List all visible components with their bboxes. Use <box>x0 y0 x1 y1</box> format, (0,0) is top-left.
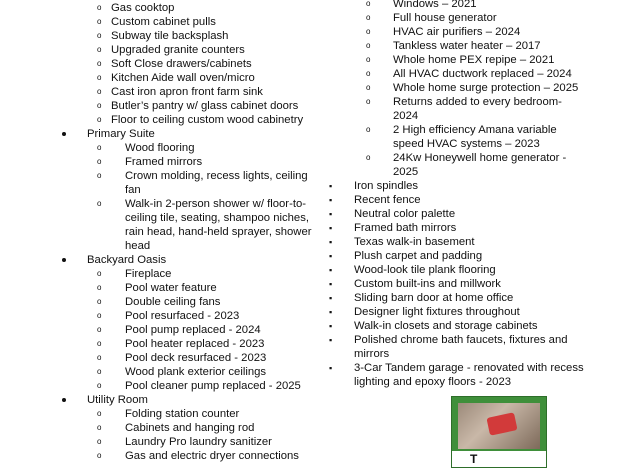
list-item: Pool cleaner pump replaced - 2025 <box>125 380 301 392</box>
square-bullet-icon: ▪ <box>329 335 333 345</box>
circle-bullet-icon: o <box>97 73 102 82</box>
list-item: Windows – 2021 <box>393 0 477 10</box>
list-item: Pool pump replaced - 2024 <box>125 324 261 336</box>
list-item: 2 High efficiency Amana variable <box>393 124 557 136</box>
circle-bullet-icon: o <box>97 311 102 320</box>
list-item: Pool deck resurfaced - 2023 <box>125 352 267 364</box>
circle-bullet-icon: o <box>97 353 102 362</box>
circle-bullet-icon: o <box>97 115 102 124</box>
list-item: Whole home PEX repipe – 2021 <box>393 54 555 66</box>
circle-bullet-icon: o <box>97 367 102 376</box>
list-item-continuation: rain head, hand-held sprayer, shower <box>125 226 312 238</box>
list-item-continuation: 2024 <box>393 110 419 122</box>
list-item: Folding station counter <box>125 408 240 420</box>
list-item-continuation: 2025 <box>393 166 419 178</box>
circle-bullet-icon: o <box>97 87 102 96</box>
list-item: Pool water feature <box>125 282 217 294</box>
circle-bullet-icon: o <box>366 83 371 92</box>
circle-bullet-icon: o <box>366 97 371 106</box>
list-item: Custom built-ins and millwork <box>354 278 501 290</box>
list-item: All HVAC ductwork replaced – 2024 <box>393 68 572 80</box>
thumbnail-caption-strip <box>452 451 546 467</box>
circle-bullet-icon: o <box>97 17 102 26</box>
section-heading: Utility Room <box>87 394 148 406</box>
list-item: Wood-look tile plank flooring <box>354 264 496 276</box>
square-bullet-icon: ▪ <box>329 223 333 233</box>
list-item: Double ceiling fans <box>125 296 221 308</box>
list-item: Custom cabinet pulls <box>111 16 216 28</box>
circle-bullet-icon: o <box>366 0 371 8</box>
square-bullet-icon: ▪ <box>329 307 333 317</box>
list-item: Sliding barn door at home office <box>354 292 514 304</box>
list-item: Cabinets and hanging rod <box>125 422 255 434</box>
list-item: Plush carpet and padding <box>354 250 483 262</box>
circle-bullet-icon: o <box>97 325 102 334</box>
square-bullet-icon: ▪ <box>329 265 333 275</box>
dot-bullet-icon <box>62 398 66 402</box>
circle-bullet-icon: o <box>97 269 102 278</box>
circle-bullet-icon: o <box>366 41 371 50</box>
phone-icon <box>486 412 517 435</box>
square-bullet-icon: ▪ <box>329 195 333 205</box>
list-item: Walk-in 2-person shower w/ floor-to- <box>125 198 307 210</box>
square-bullet-icon: ▪ <box>329 237 333 247</box>
circle-bullet-icon: o <box>97 283 102 292</box>
list-item: 24Kw Honeywell home generator - <box>393 152 567 164</box>
circle-bullet-icon: o <box>97 59 102 68</box>
circle-bullet-icon: o <box>366 27 371 36</box>
list-item: Gas cooktop <box>111 2 175 14</box>
circle-bullet-icon: o <box>366 13 371 22</box>
list-item: Gas and electric dryer connections <box>125 450 299 462</box>
square-bullet-icon: ▪ <box>329 293 333 303</box>
list-item-continuation: mirrors <box>354 348 390 360</box>
list-item: Walk-in closets and storage cabinets <box>354 320 538 332</box>
list-item: Fireplace <box>125 268 172 280</box>
list-item: Pool heater replaced - 2023 <box>125 338 265 350</box>
circle-bullet-icon: o <box>97 339 102 348</box>
circle-bullet-icon: o <box>97 101 102 110</box>
list-item: 3-Car Tandem garage - renovated with recess <box>354 362 584 374</box>
list-item-continuation: head <box>125 240 151 252</box>
square-bullet-icon: ▪ <box>329 181 333 191</box>
list-item: Iron spindles <box>354 180 419 192</box>
dot-bullet-icon <box>62 132 66 136</box>
list-item: Polished chrome bath faucets, fixtures and <box>354 334 568 346</box>
square-bullet-icon: ▪ <box>329 321 333 331</box>
list-item: Recent fence <box>354 194 421 206</box>
list-item: Framed bath mirrors <box>354 222 457 234</box>
circle-bullet-icon: o <box>97 31 102 40</box>
square-bullet-icon: ▪ <box>329 279 333 289</box>
circle-bullet-icon: o <box>97 3 102 12</box>
circle-bullet-icon: o <box>97 409 102 418</box>
list-item: Kitchen Aide wall oven/micro <box>111 72 255 84</box>
square-bullet-icon: ▪ <box>329 363 333 373</box>
square-bullet-icon: ▪ <box>329 209 333 219</box>
dot-bullet-icon <box>62 258 66 262</box>
list-item: Tankless water heater – 2017 <box>393 40 541 52</box>
list-item: Wood flooring <box>125 142 195 154</box>
section-heading: Backyard Oasis <box>87 254 167 266</box>
list-item: Subway tile backsplash <box>111 30 229 42</box>
list-item: Designer light fixtures throughout <box>354 306 520 318</box>
promo-thumbnail[interactable] <box>451 396 547 468</box>
circle-bullet-icon: o <box>366 153 371 162</box>
circle-bullet-icon: o <box>97 297 102 306</box>
list-item: Framed mirrors <box>125 156 203 168</box>
circle-bullet-icon: o <box>97 157 102 166</box>
list-item: Soft Close drawers/cabinets <box>111 58 252 70</box>
list-item: Upgraded granite counters <box>111 44 245 56</box>
list-item: Whole home surge protection – 2025 <box>393 82 579 94</box>
circle-bullet-icon: o <box>97 199 102 208</box>
list-item-continuation: fan <box>125 184 141 196</box>
list-item: Full house generator <box>393 12 497 24</box>
circle-bullet-icon: o <box>366 125 371 134</box>
circle-bullet-icon: o <box>97 171 102 180</box>
section-heading: Primary Suite <box>87 128 155 140</box>
circle-bullet-icon: o <box>97 143 102 152</box>
square-bullet-icon: ▪ <box>329 251 333 261</box>
circle-bullet-icon: o <box>97 437 102 446</box>
circle-bullet-icon: o <box>97 423 102 432</box>
list-item: Returns added to every bedroom- <box>393 96 562 108</box>
circle-bullet-icon: o <box>97 381 102 390</box>
list-item: Floor to ceiling custom wood cabinetry <box>111 114 304 126</box>
list-item-continuation: lighting and epoxy floors - 2023 <box>354 376 512 388</box>
thumbnail-caption: T <box>470 452 478 466</box>
list-item: Crown molding, recess lights, ceiling <box>125 170 308 182</box>
list-item: Butler’s pantry w/ glass cabinet doors <box>111 100 299 112</box>
list-item: Texas walk-in basement <box>354 236 475 248</box>
list-item: Pool resurfaced - 2023 <box>125 310 240 322</box>
list-item: Cast iron apron front farm sink <box>111 86 263 98</box>
list-item: Neutral color palette <box>354 208 456 220</box>
list-item-continuation: speed HVAC systems – 2023 <box>393 138 540 150</box>
list-item: Laundry Pro laundry sanitizer <box>125 436 272 448</box>
list-item: Wood plank exterior ceilings <box>125 366 267 378</box>
circle-bullet-icon: o <box>366 55 371 64</box>
hands-photo <box>458 403 540 449</box>
circle-bullet-icon: o <box>97 45 102 54</box>
list-item-continuation: ceiling tile, seating, shampoo niches, <box>125 212 309 224</box>
circle-bullet-icon: o <box>366 69 371 78</box>
circle-bullet-icon: o <box>97 451 102 460</box>
list-item: HVAC air purifiers – 2024 <box>393 26 521 38</box>
